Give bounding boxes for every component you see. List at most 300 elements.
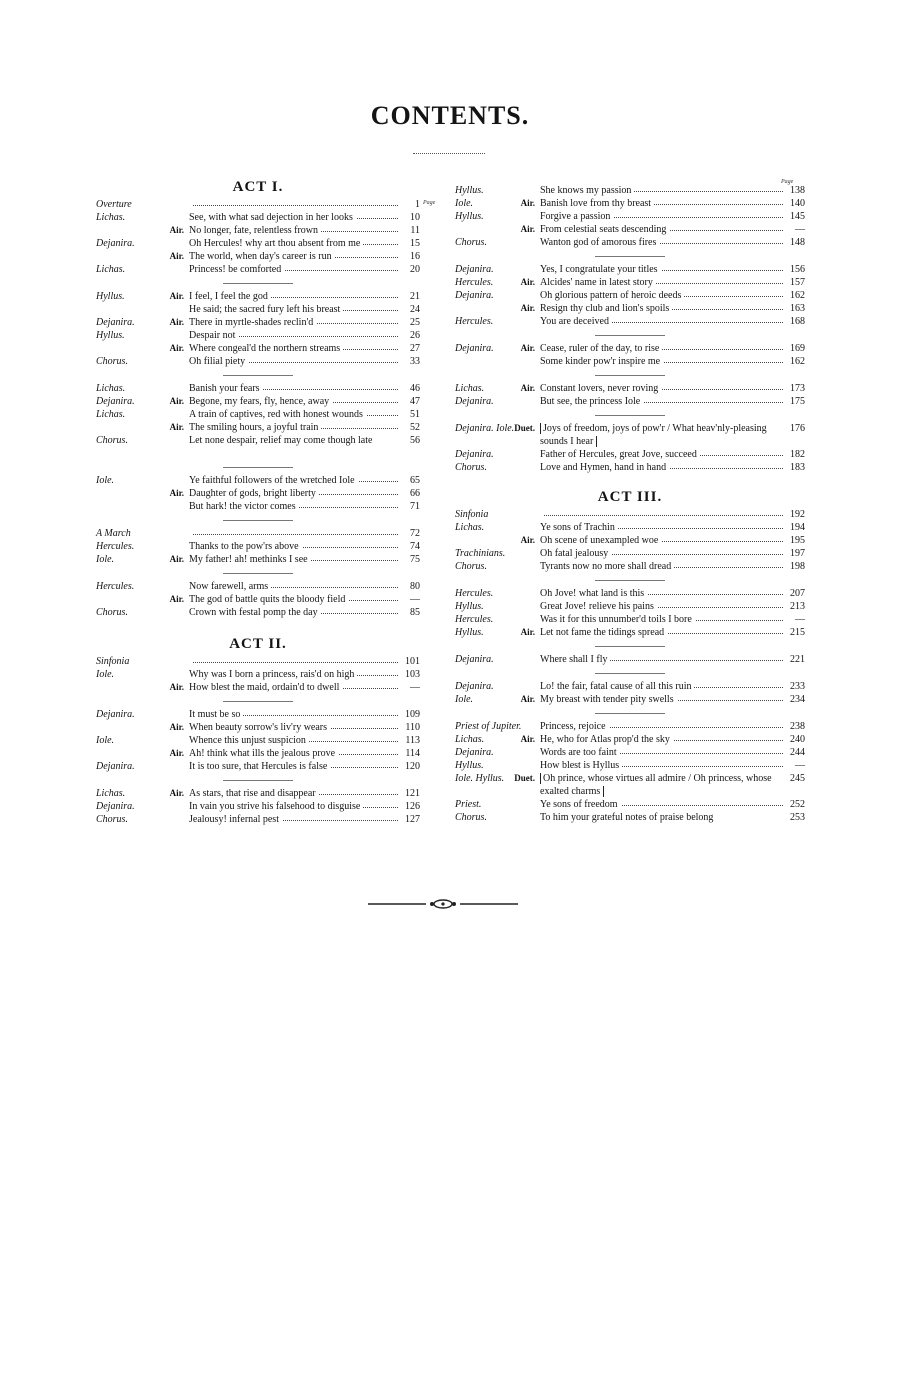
entry-text: Words are too faint: [540, 747, 620, 758]
character-name: Hercules.: [96, 541, 135, 552]
page-number: 163: [790, 303, 805, 314]
entry-text: Ye faithful followers of the wretched Iole: [189, 475, 358, 486]
contents-entry: [455, 811, 805, 837]
character-name: Chorus.: [455, 812, 487, 823]
contents-group: [455, 382, 805, 408]
page-number: 148: [790, 237, 805, 248]
page-number: 182: [790, 449, 805, 460]
musical-form: Air.: [520, 627, 535, 637]
page-number: 126: [405, 801, 420, 812]
section-separator: [595, 415, 665, 416]
character-name: Hyllus.: [96, 291, 125, 302]
page-number: 120: [405, 761, 420, 772]
contents-entry: [96, 395, 420, 408]
character-name: Dejanira. Iole.: [455, 423, 515, 434]
entry-title: [540, 184, 783, 197]
entry-title: [189, 487, 398, 500]
page-number: 156: [790, 264, 805, 275]
musical-form: Air.: [169, 488, 184, 498]
dot-leader: [189, 662, 398, 663]
contents-left-column: [96, 176, 436, 826]
page-number: 71: [410, 501, 420, 512]
page-number: 183: [790, 462, 805, 473]
character-name: Hercules.: [96, 581, 135, 592]
contents-group: [455, 508, 805, 573]
act-1-list: [96, 198, 420, 619]
section-separator: [595, 646, 665, 647]
entry-text: It is too sure, that Hercules is false: [189, 761, 330, 772]
page-column-label: Page: [781, 179, 794, 185]
entry-text: Wanton god of amorous fires: [540, 237, 659, 248]
character-name: Trachinians.: [455, 548, 506, 559]
section-separator: [223, 573, 293, 574]
entry-title: [189, 434, 398, 447]
page-number: 145: [790, 211, 805, 222]
page-title: CONTENTS.: [370, 101, 530, 130]
entry-title: [189, 198, 398, 211]
page-number: 10: [410, 212, 420, 223]
page-number: 11: [410, 225, 420, 236]
page-number: 103: [405, 669, 420, 680]
contents-entry: [96, 263, 420, 276]
page-number: 26: [410, 330, 420, 341]
page-number: 162: [790, 290, 805, 301]
entry-text: The smiling hours, a joyful train: [189, 422, 321, 433]
contents-entry: [96, 250, 420, 263]
entry-title: [189, 580, 398, 593]
entry-title: [540, 733, 783, 746]
entry-title: [189, 540, 398, 553]
page-number: 197: [790, 548, 805, 559]
entry-title: [189, 721, 398, 734]
entry-text: She knows my passion: [540, 185, 634, 196]
page-column-label: Page: [423, 200, 436, 206]
page-number: 138: [790, 185, 805, 196]
character-name: Dejanira.: [96, 396, 135, 407]
section-separator: [223, 701, 293, 702]
section-separator: [223, 283, 293, 284]
character-name: Chorus.: [96, 356, 128, 367]
entry-text: Ah! think what ills the jealous prove: [189, 748, 338, 759]
character-name: Hyllus.: [455, 760, 484, 771]
character-name: A March: [96, 528, 131, 539]
entry-title: [540, 210, 783, 223]
page-number: 85: [410, 607, 420, 618]
character-name: Chorus.: [96, 814, 128, 825]
musical-form: Air.: [169, 594, 184, 604]
page-number: 21: [410, 291, 420, 302]
entry-text: Princess, rejoice: [540, 721, 609, 732]
contents-entry: [455, 355, 805, 368]
contents-entry: [455, 693, 805, 706]
character-name: Chorus.: [96, 607, 128, 618]
page-number: 213: [790, 601, 805, 612]
entry-title: [189, 408, 398, 421]
character-name: Dejanira.: [96, 801, 135, 812]
page-number: 101: [405, 656, 420, 667]
page-number: —: [410, 594, 420, 605]
contents-entry: [455, 772, 805, 798]
contents-group: [455, 720, 805, 837]
contents-entry: [455, 720, 805, 733]
page-number: 20: [410, 264, 420, 275]
contents-group: [96, 708, 420, 773]
character-name: Dejanira.: [455, 343, 494, 354]
contents-entry: [455, 733, 805, 746]
contents-group: [455, 342, 805, 368]
musical-form: Duet.: [514, 773, 535, 783]
contents-entry: [96, 303, 420, 316]
musical-form: Air.: [520, 198, 535, 208]
entry-text: Oh glorious pattern of heroic deeds: [540, 290, 684, 301]
musical-form: Air.: [169, 343, 184, 353]
dot-leader: [189, 534, 398, 535]
entry-text: Was it for this unnumber'd toils I bore: [540, 614, 695, 625]
musical-form: Air.: [169, 748, 184, 758]
entry-text: Forgive a passion: [540, 211, 613, 222]
musical-form: Air.: [169, 225, 184, 235]
musical-form: Air.: [169, 251, 184, 261]
entry-text: Oh filial piety: [189, 356, 248, 367]
page-number: 176: [790, 423, 805, 434]
character-name: Sinfonia: [96, 656, 130, 667]
page-number: 113: [405, 735, 420, 746]
page-number: 175: [790, 396, 805, 407]
section-separator: [595, 375, 665, 376]
character-name: Lichas.: [96, 264, 126, 275]
page-number: 127: [405, 814, 420, 825]
entry-title: [540, 508, 783, 521]
act-2-list: [96, 655, 420, 826]
contents-entry: [96, 198, 420, 211]
entry-text: My father! ah! methinks I see: [189, 554, 311, 565]
character-name: Lichas.: [96, 409, 126, 420]
contents-entry: [455, 276, 805, 289]
entry-title: [189, 342, 398, 355]
page-number: 252: [790, 799, 805, 810]
entry-title: [189, 290, 398, 303]
page-number: 194: [790, 522, 805, 533]
contents-group: [96, 655, 420, 694]
character-name: Hercules.: [455, 588, 494, 599]
entry-text: When beauty sorrow's liv'ry wears: [189, 722, 330, 733]
contents-entry: [96, 355, 420, 368]
entry-title: [189, 250, 398, 263]
character-name: Dejanira.: [455, 681, 494, 692]
contents-entry: [96, 800, 420, 813]
entry-title: [540, 560, 783, 573]
contents-entry: [96, 290, 420, 303]
character-name: Lichas.: [96, 212, 126, 223]
entry-title: [540, 720, 783, 733]
page-number: 157: [790, 277, 805, 288]
entry-title: [189, 593, 398, 606]
character-name: Lichas.: [96, 788, 126, 799]
entry-title: [540, 422, 783, 448]
contents-entry: [455, 508, 805, 521]
page-number: 198: [790, 561, 805, 572]
entry-text: But see, the princess Iole: [540, 396, 643, 407]
page-number: —: [795, 760, 805, 771]
character-name: Iole.: [455, 694, 474, 705]
contents-entry: [96, 668, 420, 681]
contents-entry: [96, 211, 420, 224]
contents-entry: [96, 747, 420, 760]
character-name: Dejanira.: [96, 317, 135, 328]
entry-title: [189, 355, 398, 368]
character-name: Hercules.: [455, 316, 494, 327]
entry-text: There in myrtle-shades reclin'd: [189, 317, 316, 328]
entry-text: Oh Jove! what land is this: [540, 588, 647, 599]
entry-title: [540, 521, 783, 534]
contents-entry: [96, 382, 420, 395]
entry-text: No longer, fate, relentless frown: [189, 225, 321, 236]
contents-entry: [455, 263, 805, 276]
entry-title: [189, 395, 398, 408]
contents-entry: [455, 560, 805, 573]
page-number: 72: [410, 528, 420, 539]
entry-text: Alcides' name in latest story: [540, 277, 656, 288]
page-number: 240: [790, 734, 805, 745]
entry-title: [540, 342, 783, 355]
entry-title: [540, 395, 783, 408]
entry-title: [189, 708, 398, 721]
page-number: 46: [410, 383, 420, 394]
character-name: Iole.: [96, 735, 115, 746]
contents-group: [455, 680, 805, 706]
contents-entry: [96, 500, 420, 513]
contents-entry: [455, 746, 805, 759]
contents-entry: [455, 197, 805, 210]
character-name: Dejanira.: [455, 449, 494, 460]
contents-entry: [455, 613, 805, 626]
entry-title: [540, 653, 783, 666]
contents-entry: [455, 521, 805, 534]
contents-entry: [96, 708, 420, 721]
page-number: 140: [790, 198, 805, 209]
character-name: Chorus.: [455, 462, 487, 473]
page-number: 1: [415, 199, 420, 210]
character-name: Overture: [96, 199, 132, 210]
entry-title: [540, 600, 783, 613]
contents-group: [96, 382, 420, 460]
entry-text: Banish love from thy breast: [540, 198, 654, 209]
section-separator: [223, 375, 293, 376]
character-name: Dejanira.: [96, 709, 135, 720]
page-number: 80: [410, 581, 420, 592]
page-number: 221: [790, 654, 805, 665]
entry-text: Constant lovers, never roving: [540, 383, 661, 394]
contents-entry: [96, 237, 420, 250]
dot-leader: [540, 515, 783, 516]
entry-text: [540, 509, 543, 520]
page-number: 215: [790, 627, 805, 638]
entry-title: [189, 787, 398, 800]
entry-title: [540, 448, 783, 461]
contents-entry: [96, 721, 420, 734]
entry-text: I feel, I feel the god: [189, 291, 271, 302]
contents-group: [96, 474, 420, 513]
entry-title: [540, 302, 783, 315]
contents-group: [455, 587, 805, 639]
character-name: Hercules.: [455, 277, 494, 288]
act-heading: ACT III.: [597, 489, 663, 505]
entry-title: [189, 527, 398, 540]
contents-entry: [96, 787, 420, 800]
entry-text: To him your grateful notes of praise belong: [540, 812, 716, 823]
page-number: 169: [790, 343, 805, 354]
contents-entry: [96, 329, 420, 342]
character-name: Chorus.: [96, 435, 128, 446]
contents-entry: [455, 759, 805, 772]
contents-entry: [96, 760, 420, 773]
page-number: 234: [790, 694, 805, 705]
character-name: Iole.: [96, 669, 115, 680]
musical-form: Air.: [169, 788, 184, 798]
entry-title: [189, 382, 398, 395]
entry-title: [540, 276, 783, 289]
musical-form: Air.: [169, 396, 184, 406]
entry-title: [540, 263, 783, 276]
entry-title: [540, 693, 783, 706]
contents-entry: [96, 421, 420, 434]
entry-title: [189, 800, 398, 813]
entry-text: Ye sons of Trachin: [540, 522, 618, 533]
contents-entry: [96, 342, 420, 355]
section-separator: [595, 256, 665, 257]
entry-title: [540, 534, 783, 547]
entry-title: [540, 798, 783, 811]
entry-title: [540, 382, 783, 395]
section-separator: [595, 580, 665, 581]
entry-title: [540, 587, 783, 600]
entry-text: Banish your fears: [189, 383, 263, 394]
page-number: 207: [790, 588, 805, 599]
entry-title: [189, 668, 398, 681]
entry-text: In vain you strive his falsehood to disguise: [189, 801, 363, 812]
musical-form: Air.: [169, 422, 184, 432]
entry-text: Oh fatal jealousy: [540, 548, 611, 559]
page-number: 47: [410, 396, 420, 407]
character-name: Lichas.: [455, 522, 485, 533]
contents-group: [96, 198, 420, 276]
page-number: 245: [790, 773, 805, 784]
entry-text: Begone, my fears, fly, hence, away: [189, 396, 332, 407]
entry-text: Joys of freedom, joys of pow'r / What heav'nly-pleasing sounds I hear: [540, 423, 767, 447]
character-name: Hyllus.: [455, 185, 484, 196]
contents-entry: [455, 315, 805, 328]
section-separator: [595, 713, 665, 714]
character-name: Hyllus.: [455, 211, 484, 222]
character-name: Hyllus.: [455, 601, 484, 612]
entry-text: Ye sons of freedom: [540, 799, 621, 810]
entry-title: [189, 813, 398, 826]
page-number: 162: [790, 356, 805, 367]
act-heading: ACT II.: [229, 636, 287, 652]
entry-text: Despair not: [189, 330, 238, 341]
page-number: 27: [410, 343, 420, 354]
section-separator: [223, 520, 293, 521]
entry-title: [189, 474, 398, 487]
entry-text: Yes, I congratulate your titles: [540, 264, 661, 275]
entry-text: He, who for Atlas prop'd the sky: [540, 734, 673, 745]
character-name: Priest.: [455, 799, 482, 810]
character-name: Iole.: [96, 475, 115, 486]
character-name: Dejanira.: [96, 238, 135, 249]
contents-group: [455, 422, 805, 474]
page-number: 56: [410, 435, 420, 446]
contents-entry: [96, 434, 420, 460]
contents-entry: [455, 626, 805, 639]
page-number: 168: [790, 316, 805, 327]
character-name: Hyllus.: [455, 627, 484, 638]
entry-title: [540, 547, 783, 560]
contents-entry: [96, 734, 420, 747]
entry-text: Princess! be comforted: [189, 264, 284, 275]
contents-entry: [96, 606, 420, 619]
page-number: 74: [410, 541, 420, 552]
character-name: Lichas.: [455, 383, 485, 394]
contents-entry: [96, 408, 420, 421]
contents-entry: [455, 236, 805, 249]
page-number: 109: [405, 709, 420, 720]
act-heading: ACT I.: [232, 179, 284, 195]
contents-right-column: [455, 176, 805, 837]
entry-text: Now farewell, arms: [189, 581, 271, 592]
character-name: Priest of Jupiter.: [455, 721, 522, 732]
musical-form: Air.: [520, 734, 535, 744]
character-name: Dejanira.: [455, 747, 494, 758]
entry-title: [189, 224, 398, 237]
contents-entry: [96, 527, 420, 540]
page-number: 66: [410, 488, 420, 499]
contents-entry: [455, 302, 805, 315]
entry-text: Let none despair, relief may come though late: [189, 435, 375, 446]
entry-text: Resign thy club and lion's spoils: [540, 303, 672, 314]
musical-form: Air.: [520, 303, 535, 313]
closing-ornament: [368, 897, 518, 911]
entry-title: [189, 681, 398, 694]
character-name: Chorus.: [455, 561, 487, 572]
entry-text: Some kinder pow'r inspire me: [540, 356, 663, 367]
contents-entry: [455, 342, 805, 355]
entry-text: Thanks to the pow'rs above: [189, 541, 302, 552]
page-number: 195: [790, 535, 805, 546]
character-name: Dejanira.: [455, 654, 494, 665]
entry-title: [189, 553, 398, 566]
page-number: 192: [790, 509, 805, 520]
entry-text: Oh Hercules! why art thou absent from me: [189, 238, 363, 249]
page-number: —: [795, 224, 805, 235]
contents-entry: [96, 224, 420, 237]
contents-entry: [455, 422, 805, 448]
entry-text: My breast with tender pity swells: [540, 694, 677, 705]
entry-text: It must be so: [189, 709, 243, 720]
entry-text: See, with what sad dejection in her looks: [189, 212, 356, 223]
page-number: 244: [790, 747, 805, 758]
character-name: Hercules.: [455, 614, 494, 625]
contents-entry: [455, 223, 805, 236]
entry-text: Father of Hercules, great Jove, succeed: [540, 449, 700, 460]
entry-title: [540, 680, 783, 693]
contents-entry: [455, 448, 805, 461]
entry-text: [189, 199, 192, 210]
musical-form: Air.: [520, 277, 535, 287]
musical-form: Air.: [520, 343, 535, 353]
entry-title: [540, 626, 783, 639]
page-number: 233: [790, 681, 805, 692]
page-number: 51: [410, 409, 420, 420]
